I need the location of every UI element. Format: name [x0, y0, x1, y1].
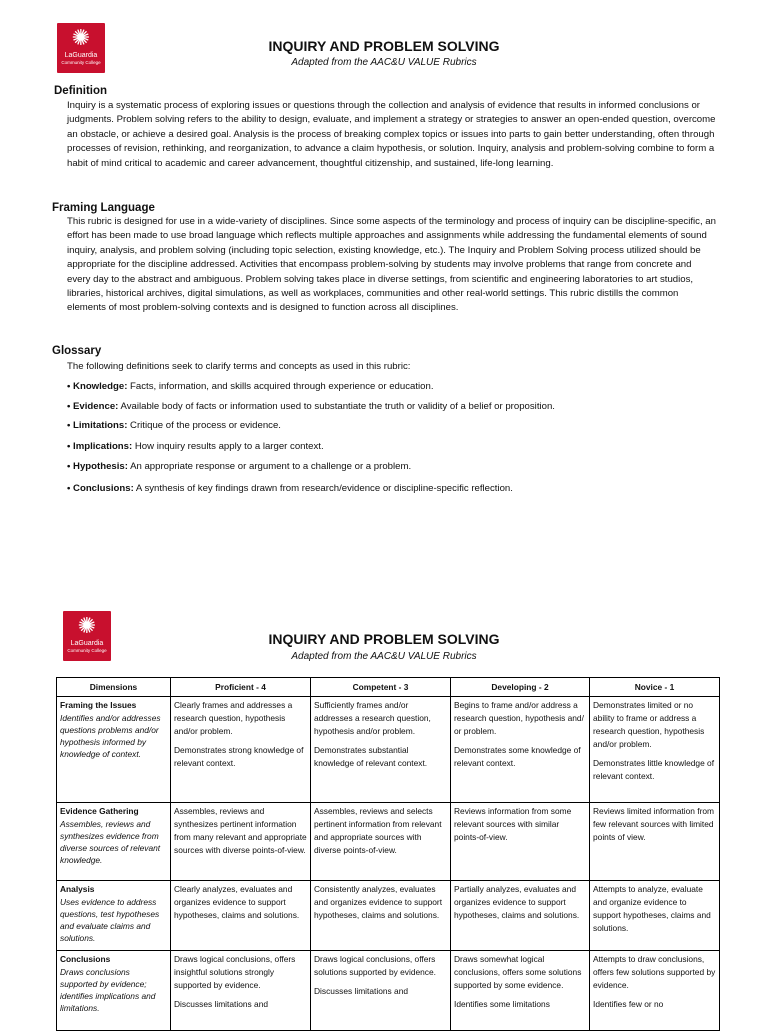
cell-text: Demonstrates limited or no ability to frame or address a research question, hypothesis and/or problem.	[593, 700, 705, 749]
cell-text: Partially analyzes, evaluates and organizes evidence to support hypotheses, claims and solutions.	[454, 884, 580, 920]
cell-text: Draws somewhat logical conclusions, offers some solutions supported by some evidence.	[454, 954, 582, 990]
glossary-definition: An appropriate response or argument to a challenge or a problem.	[127, 461, 412, 472]
definition-text: Inquiry is a systematic process of exploring issues or questions through the collection and analysis of evidence that results in informed conclusions or judgments. Problem solving refers to the ability to design, evaluate, and implement a strategy or strategies to answer an open-ended question, overcome an obstacle, or achieve a desired goal. Analysis is the process of breaking complex topics or issues into parts to gain better understanding, often through processes of revision, rethinking, and reorganization, to advance a claim hypothesis, or solution. Inquiry, analysis and problem-solving combine to form a habit of mind critical to academic and career advancement, thoughtful citizenship, and sustained, life-long learning.	[67, 100, 716, 169]
glossary-definition: Critique of the process or evidence.	[127, 420, 281, 431]
cell-text: Demonstrates some knowledge of relevant context.	[454, 745, 581, 768]
dimension-description: Draws conclusions supported by evidence; identifies implications and limitations.	[60, 967, 156, 1013]
table-header-row	[57, 678, 720, 697]
dimension-name: Evidence Gathering	[60, 806, 139, 816]
logo-subtitle: Community College	[67, 648, 107, 653]
cell-text: Demonstrates strong knowledge of relevant context.	[174, 745, 304, 768]
rating-cell	[590, 951, 720, 1031]
col-header-dimensions: Dimensions	[57, 678, 171, 697]
logo-subtitle: Community College	[61, 60, 101, 65]
cell-text: Demonstrates substantial knowledge of relevant context.	[314, 745, 428, 768]
definition-heading: Definition	[54, 85, 108, 97]
cell-text: Identifies few or no	[593, 999, 664, 1009]
logo-burst-icon: ✺	[77, 613, 97, 638]
framing-text: This rubric is designed for use in a wide-variety of disciplines. Since some aspects of the terminology and process of inquiry can be discipline-specific, an effort has been made to use broad language which reflects multiple approaches and assignments while addressing the fundamental elements of sound inquiry, analysis, and problem solving (including topic selection, existing knowledge, etc.). The Inquiry and Problem Solving process utilized should be appropriate for the discipline addressed. Activities that encompass problem-solving by students may involve problems that range from concrete and every day to the abstract and ambiguous. Problem solving takes place in diverse settings, from scientific and engineering laboratories to art studios, libraries, historical archives, digital simulations, as well as workplaces, communities and other real-world settings. This rubric distills the common elements of most problem-solving contexts and is designed to function across all disciplines.	[67, 216, 716, 314]
dimension-name: Conclusions	[60, 954, 111, 964]
rating-cell	[171, 697, 311, 803]
rating-cell	[590, 697, 720, 803]
glossary-term: • Knowledge:	[67, 381, 128, 392]
dimension-description: Uses evidence to address questions, test hypotheses and evaluate claims and solutions.	[60, 897, 160, 943]
glossary-item	[67, 482, 513, 496]
cell-text: Sufficiently frames and/or addresses a research question, hypothesis and/or problem.	[314, 700, 431, 736]
rating-cell	[451, 951, 590, 1031]
table-row	[57, 881, 720, 951]
cell-text: Discusses limitations and	[174, 999, 269, 1009]
dimension-cell	[57, 951, 171, 1031]
page-title: INQUIRY AND PROBLEM SOLVING	[268, 38, 500, 54]
col-header-novice: Novice - 1	[590, 678, 720, 697]
glossary-term: • Implications:	[67, 441, 133, 452]
glossary-term: • Limitations:	[67, 420, 128, 431]
logo-burst-icon: ✺	[71, 25, 91, 50]
rating-cell	[311, 881, 451, 951]
rating-cell	[171, 803, 311, 881]
dimension-name: Analysis	[60, 884, 95, 894]
rating-cell	[451, 803, 590, 881]
dimension-description: Assembles, reviews and synthesizes evidence from diverse sources of relevant knowledge.	[60, 819, 161, 865]
cell-text: Draws logical conclusions, offers solutions supported by evidence.	[314, 954, 436, 977]
glossary-definition: A synthesis of key findings drawn from research/evidence or discipline-specific reflection.	[133, 483, 513, 494]
dimension-cell	[57, 881, 171, 951]
table-row	[57, 697, 720, 803]
cell-text: Draws logical conclusions, offers insightful solutions strongly supported by evidence.	[174, 954, 296, 990]
glossary-item	[67, 400, 555, 414]
rating-cell	[171, 881, 311, 951]
glossary-item	[67, 440, 324, 454]
glossary-definition: How inquiry results apply to a larger context.	[132, 441, 324, 452]
col-header-proficient: Proficient - 4	[171, 678, 311, 697]
glossary-term: • Conclusions:	[67, 483, 134, 494]
cell-text: Assembles, reviews and selects pertinent information from relevant and appropriate sources with diverse points-of-view.	[314, 806, 442, 855]
dimension-cell	[57, 803, 171, 881]
table-row	[57, 951, 720, 1031]
rubric-table	[56, 677, 720, 1031]
page-subtitle: Adapted from the AAC&U VALUE Rubrics	[291, 651, 477, 662]
glossary-item	[67, 460, 411, 474]
dimension-cell	[57, 697, 171, 803]
cell-text: Begins to frame and/or address a research question, hypothesis and/ or problem.	[454, 700, 584, 736]
cell-text: Clearly frames and addresses a research question, hypothesis and/or problem.	[174, 700, 293, 736]
rating-cell	[590, 803, 720, 881]
page-title: INQUIRY AND PROBLEM SOLVING	[268, 631, 500, 647]
rating-cell	[451, 697, 590, 803]
logo-name: LaGuardia	[70, 640, 104, 647]
dimension-name: Framing the Issues	[60, 700, 137, 710]
cell-text: Discusses limitations and	[314, 986, 409, 996]
cell-text: Clearly analyzes, evaluates and organizes evidence to support hypotheses, claims and solutions.	[174, 884, 300, 920]
rating-cell	[311, 803, 451, 881]
glossary-definition: Facts, information, and skills acquired through experience or education.	[127, 381, 434, 392]
cell-text: Reviews limited information from few relevant sources with limited points of view.	[593, 806, 715, 842]
glossary-term: • Evidence:	[67, 401, 119, 412]
table-row	[57, 803, 720, 881]
glossary-term: • Hypothesis:	[67, 461, 128, 472]
page-subtitle: Adapted from the AAC&U VALUE Rubrics	[291, 57, 477, 68]
glossary-intro: The following definitions seek to clarify terms and concepts as used in this rubric:	[67, 361, 411, 372]
glossary-item	[67, 380, 434, 394]
rating-cell	[590, 881, 720, 951]
cell-text: Identifies some limitations	[454, 999, 550, 1009]
rating-cell	[171, 951, 311, 1031]
rating-cell	[451, 881, 590, 951]
cell-text: Assembles, reviews and synthesizes pertinent information from many relevant and appropriate sources with diverse points-of-view.	[174, 806, 307, 855]
logo-name: LaGuardia	[64, 52, 98, 59]
rating-cell	[311, 697, 451, 803]
cell-text: Reviews information from some relevant sources with similar points-of-view.	[454, 806, 572, 842]
dimension-description: Identifies and/or addresses questions problems and/or hypothesis informed by knowledge of context.	[60, 713, 161, 759]
rating-cell	[311, 951, 451, 1031]
glossary-item	[67, 419, 281, 433]
cell-text: Demonstrates little knowledge of relevant context.	[593, 758, 715, 781]
cell-text: Attempts to analyze, evaluate and organize evidence to support hypotheses, claims and solutions.	[593, 884, 711, 933]
glossary-heading: Glossary	[52, 345, 102, 357]
framing-heading: Framing Language	[52, 202, 155, 214]
glossary-definition: Available body of facts or information used to substantiate the truth or validity of a belief or proposition.	[118, 401, 555, 412]
cell-text: Consistently analyzes, evaluates and organizes evidence to support hypotheses, claims and solutions.	[314, 884, 443, 920]
col-header-developing: Developing - 2	[451, 678, 590, 697]
col-header-competent: Competent - 3	[311, 678, 451, 697]
cell-text: Attempts to draw conclusions, offers few solutions supported by evidence.	[593, 954, 716, 990]
